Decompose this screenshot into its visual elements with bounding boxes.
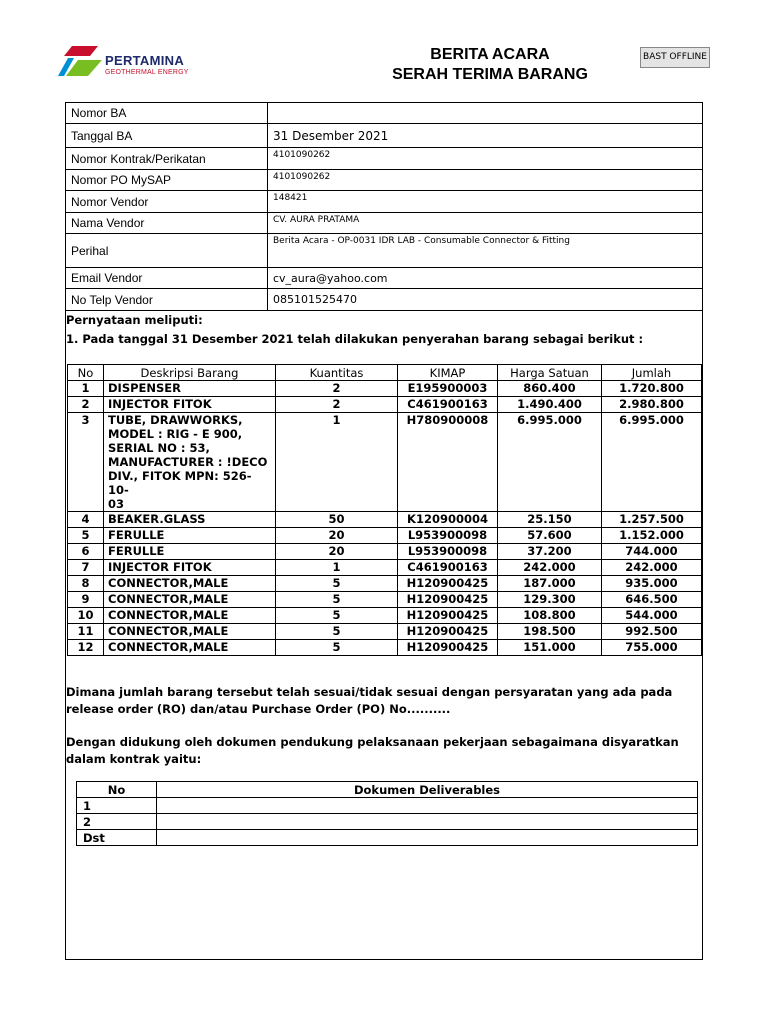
info-label: Nama Vendor: [66, 213, 268, 234]
item-quantity: 5: [276, 624, 398, 640]
item-kimap: L953900098: [398, 528, 498, 544]
item-unit-price: 37.200: [498, 544, 602, 560]
item-description: CONNECTOR,MALE: [104, 592, 276, 608]
item-unit-price: 6.995.000: [498, 413, 602, 512]
item-row: [68, 544, 702, 560]
doc-no: 2: [77, 814, 157, 830]
docs-header-row: [77, 782, 698, 798]
item-row: [68, 397, 702, 413]
info-value: CV. AURA PRATAMA: [268, 213, 703, 234]
item-row: [68, 624, 702, 640]
document-title-line-2: SERAH TERIMA BARANG: [392, 66, 588, 83]
info-row: [66, 170, 703, 191]
item-kimap: H780900008: [398, 413, 498, 512]
item-quantity: 5: [276, 592, 398, 608]
item-no: 1: [68, 381, 104, 397]
item-total: 544.000: [602, 608, 702, 624]
item-description: FERULLE: [104, 528, 276, 544]
info-row: [66, 148, 703, 170]
items-table: [67, 364, 702, 656]
info-row: [66, 213, 703, 234]
item-no: 12: [68, 640, 104, 656]
item-no: 4: [68, 512, 104, 528]
item-row: [68, 413, 702, 512]
item-kimap: L953900098: [398, 544, 498, 560]
item-kimap: H120900425: [398, 576, 498, 592]
statement-point-1: 1. Pada tanggal 31 Desember 2021 telah dilakukan penyerahan barang sebagai berikut :: [66, 332, 644, 346]
pertamina-logo-icon: [58, 46, 102, 80]
doc-name: [157, 830, 698, 846]
info-value: [268, 103, 703, 124]
doc-name: [157, 814, 698, 830]
info-value: 148421: [268, 191, 703, 213]
info-label: Perihal: [66, 234, 268, 268]
doc-no: Dst: [77, 830, 157, 846]
info-value: 4101090262: [268, 170, 703, 191]
info-label: Nomor BA: [66, 103, 268, 124]
item-total: 992.500: [602, 624, 702, 640]
item-description: CONNECTOR,MALE: [104, 608, 276, 624]
logo-brand-text: PERTAMINA: [105, 53, 185, 68]
col-header-no: No: [68, 365, 104, 381]
info-label: Email Vendor: [66, 268, 268, 289]
item-description: CONNECTOR,MALE: [104, 624, 276, 640]
deliverables-table: [76, 781, 698, 846]
col-header-description: Deskripsi Barang: [104, 365, 276, 381]
item-row: [68, 608, 702, 624]
item-no: 7: [68, 560, 104, 576]
item-no: 10: [68, 608, 104, 624]
item-quantity: 1: [276, 413, 398, 512]
pertamina-logo: [58, 46, 198, 82]
ba-info-table: [65, 102, 703, 311]
item-total: 744.000: [602, 544, 702, 560]
item-row: [68, 528, 702, 544]
item-unit-price: 25.150: [498, 512, 602, 528]
statement-heading: Pernyataan meliputi:: [66, 313, 203, 327]
info-row: [66, 191, 703, 213]
item-description: BEAKER.GLASS: [104, 512, 276, 528]
item-unit-price: 108.800: [498, 608, 602, 624]
item-kimap: H120900425: [398, 592, 498, 608]
item-quantity: 2: [276, 381, 398, 397]
item-unit-price: 242.000: [498, 560, 602, 576]
col-header-kimap: KIMAP: [398, 365, 498, 381]
item-no: 2: [68, 397, 104, 413]
document-title-line-1: BERITA ACARA: [430, 46, 550, 63]
item-row: [68, 576, 702, 592]
items-header-row: [68, 365, 702, 381]
item-total: 646.500: [602, 592, 702, 608]
item-quantity: 20: [276, 544, 398, 560]
item-no: 11: [68, 624, 104, 640]
info-row: [66, 234, 703, 268]
item-description: INJECTOR FITOK: [104, 560, 276, 576]
item-quantity: 20: [276, 528, 398, 544]
info-row: [66, 124, 703, 148]
item-description: CONNECTOR,MALE: [104, 640, 276, 656]
item-kimap: C461900163: [398, 560, 498, 576]
item-row: [68, 512, 702, 528]
item-unit-price: 1.490.400: [498, 397, 602, 413]
item-kimap: C461900163: [398, 397, 498, 413]
docs-row: [77, 798, 698, 814]
docs-header-no: No: [77, 782, 157, 798]
item-total: 1.152.000: [602, 528, 702, 544]
item-description: TUBE, DRAWWORKS, MODEL : RIG - E 900, SERIAL NO : 53, MANUFACTURER : !DECO DIV., FITOK MPN: 526-10- 03: [104, 413, 276, 512]
item-total: 242.000: [602, 560, 702, 576]
docs-body: [77, 798, 698, 846]
bast-offline-badge: BAST OFFLINE: [640, 47, 710, 68]
item-total: 935.000: [602, 576, 702, 592]
item-total: 6.995.000: [602, 413, 702, 512]
item-total: 2.980.800: [602, 397, 702, 413]
info-row: [66, 268, 703, 289]
item-no: 3: [68, 413, 104, 512]
item-quantity: 50: [276, 512, 398, 528]
info-value: 4101090262: [268, 148, 703, 170]
col-header-quantity: Kuantitas: [276, 365, 398, 381]
item-row: [68, 381, 702, 397]
docs-header-deliverables: Dokumen Deliverables: [157, 782, 698, 798]
item-total: 1.257.500: [602, 512, 702, 528]
col-header-total: Jumlah: [602, 365, 702, 381]
item-total: 755.000: [602, 640, 702, 656]
info-value: Berita Acara - OP-0031 IDR LAB - Consumable Connector & Fitting: [268, 234, 703, 268]
item-unit-price: 860.400: [498, 381, 602, 397]
item-kimap: K120900004: [398, 512, 498, 528]
doc-name: [157, 798, 698, 814]
info-value: 085101525470: [268, 289, 703, 311]
doc-no: 1: [77, 798, 157, 814]
docs-row: [77, 830, 698, 846]
info-label: Nomor Kontrak/Perikatan: [66, 148, 268, 170]
item-unit-price: 57.600: [498, 528, 602, 544]
item-description: DISPENSER: [104, 381, 276, 397]
item-no: 9: [68, 592, 104, 608]
info-row: [66, 289, 703, 311]
item-kimap: H120900425: [398, 640, 498, 656]
item-unit-price: 187.000: [498, 576, 602, 592]
item-kimap: H120900425: [398, 624, 498, 640]
item-kimap: E195900003: [398, 381, 498, 397]
item-unit-price: 129.300: [498, 592, 602, 608]
col-header-unit-price: Harga Satuan: [498, 365, 602, 381]
logo-subtitle-text: GEOTHERMAL ENERGY: [105, 69, 189, 76]
item-row: [68, 592, 702, 608]
item-quantity: 5: [276, 608, 398, 624]
info-value: cv_aura@yahoo.com: [268, 268, 703, 289]
info-label: Nomor PO MySAP: [66, 170, 268, 191]
docs-row: [77, 814, 698, 830]
item-total: 1.720.800: [602, 381, 702, 397]
item-quantity: 5: [276, 576, 398, 592]
item-no: 6: [68, 544, 104, 560]
info-label: Nomor Vendor: [66, 191, 268, 213]
info-row: [66, 103, 703, 124]
item-unit-price: 198.500: [498, 624, 602, 640]
item-unit-price: 151.000: [498, 640, 602, 656]
paragraph-supporting-documents: Dengan didukung oleh dokumen pendukung pelaksanaan pekerjaan sebagaimana disyaratkan dalam kontrak yaitu:: [66, 735, 679, 766]
item-no: 5: [68, 528, 104, 544]
item-description: FERULLE: [104, 544, 276, 560]
item-row: [68, 640, 702, 656]
info-value: 31 Desember 2021: [268, 124, 703, 148]
info-label: No Telp Vendor: [66, 289, 268, 311]
item-description: INJECTOR FITOK: [104, 397, 276, 413]
paragraph-conformity: Dimana jumlah barang tersebut telah sesuai/tidak sesuai dengan persyaratan yang ada pada release order (RO) dan/atau Purchase Order (PO) No..........: [66, 685, 673, 716]
item-row: [68, 560, 702, 576]
item-quantity: 1: [276, 560, 398, 576]
item-kimap: H120900425: [398, 608, 498, 624]
items-body: [68, 381, 702, 656]
item-quantity: 2: [276, 397, 398, 413]
item-quantity: 5: [276, 640, 398, 656]
item-description: CONNECTOR,MALE: [104, 576, 276, 592]
info-label: Tanggal BA: [66, 124, 268, 148]
item-no: 8: [68, 576, 104, 592]
